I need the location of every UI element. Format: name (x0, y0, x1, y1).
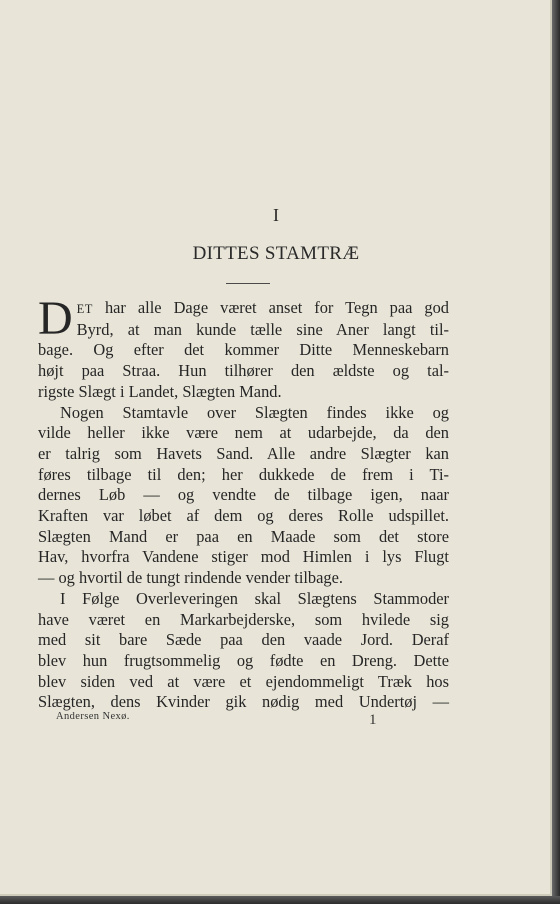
text-line: med sit bare Sæde paa den vaade Jord. Deraf (38, 630, 449, 650)
book-spine-edge (552, 0, 560, 904)
text-line: højt paa Straa. Hun tilhører den ældste og tal- (38, 361, 449, 381)
small-caps: ET (76, 302, 93, 316)
text-line: I Følge Overleveringen skal Slægtens Stammoder (60, 588, 449, 608)
body-text (38, 292, 449, 713)
text-line: rigste Slægt i Landet, Slægten Mand. (38, 381, 282, 401)
text-line: Kraften var løbet af dem og deres Rolle udspillet. (38, 506, 449, 526)
paragraph-2 (38, 403, 449, 589)
text-line: dernes Løb — og vendte de tilbage igen, naar (38, 485, 449, 505)
page-number: 1 (369, 712, 377, 728)
book-bottom-edge (0, 896, 560, 904)
text-line: bage. Og efter det kommer Ditte Menneskebarn (38, 340, 449, 360)
text-line: Nogen Stamtavle over Slægten findes ikke og (60, 402, 449, 422)
text-line: Hav, hvorfra Vandene stiger mod Himlen i lys Flugt (38, 547, 449, 567)
chapter-number: I (273, 205, 279, 225)
text-line: Byrd, at man kunde tælle sine Aner langt til- (76, 319, 449, 339)
paragraph-1 (38, 292, 449, 403)
text-line: ET har alle Dage været anset for Tegn paa god (76, 298, 449, 317)
footer-author: Andersen Nexø. (56, 711, 130, 722)
text-line: have været en Markarbejderske, som hvilede sig (38, 609, 449, 629)
text-line: føres tilbage til den; her dukkede de frem i Ti- (38, 464, 449, 484)
text-line: blev siden ved at være et ejendommeligt Træk hos (38, 671, 449, 691)
title-rule (226, 283, 270, 284)
paragraph-3 (38, 589, 449, 713)
text-line: er talrig som Havets Sand. Alle andre Slægter kan (38, 443, 449, 463)
text-line: vilde heller ikke være nem at udarbejde, da den (38, 423, 449, 443)
text-line: — og hvortil de tungt rindende vender tilbage. (38, 568, 343, 588)
drop-cap: D (38, 292, 73, 345)
text-line: Slægten, dens Kvinder gik nødig med Undertøj — (38, 692, 449, 712)
text-line: blev hun frugtsommelig og fødte en Dreng. Dette (38, 650, 449, 670)
text-line: Slægten Mand er paa en Maade som det store (38, 526, 449, 546)
chapter-title: DITTES STAMTRÆ (192, 243, 360, 264)
